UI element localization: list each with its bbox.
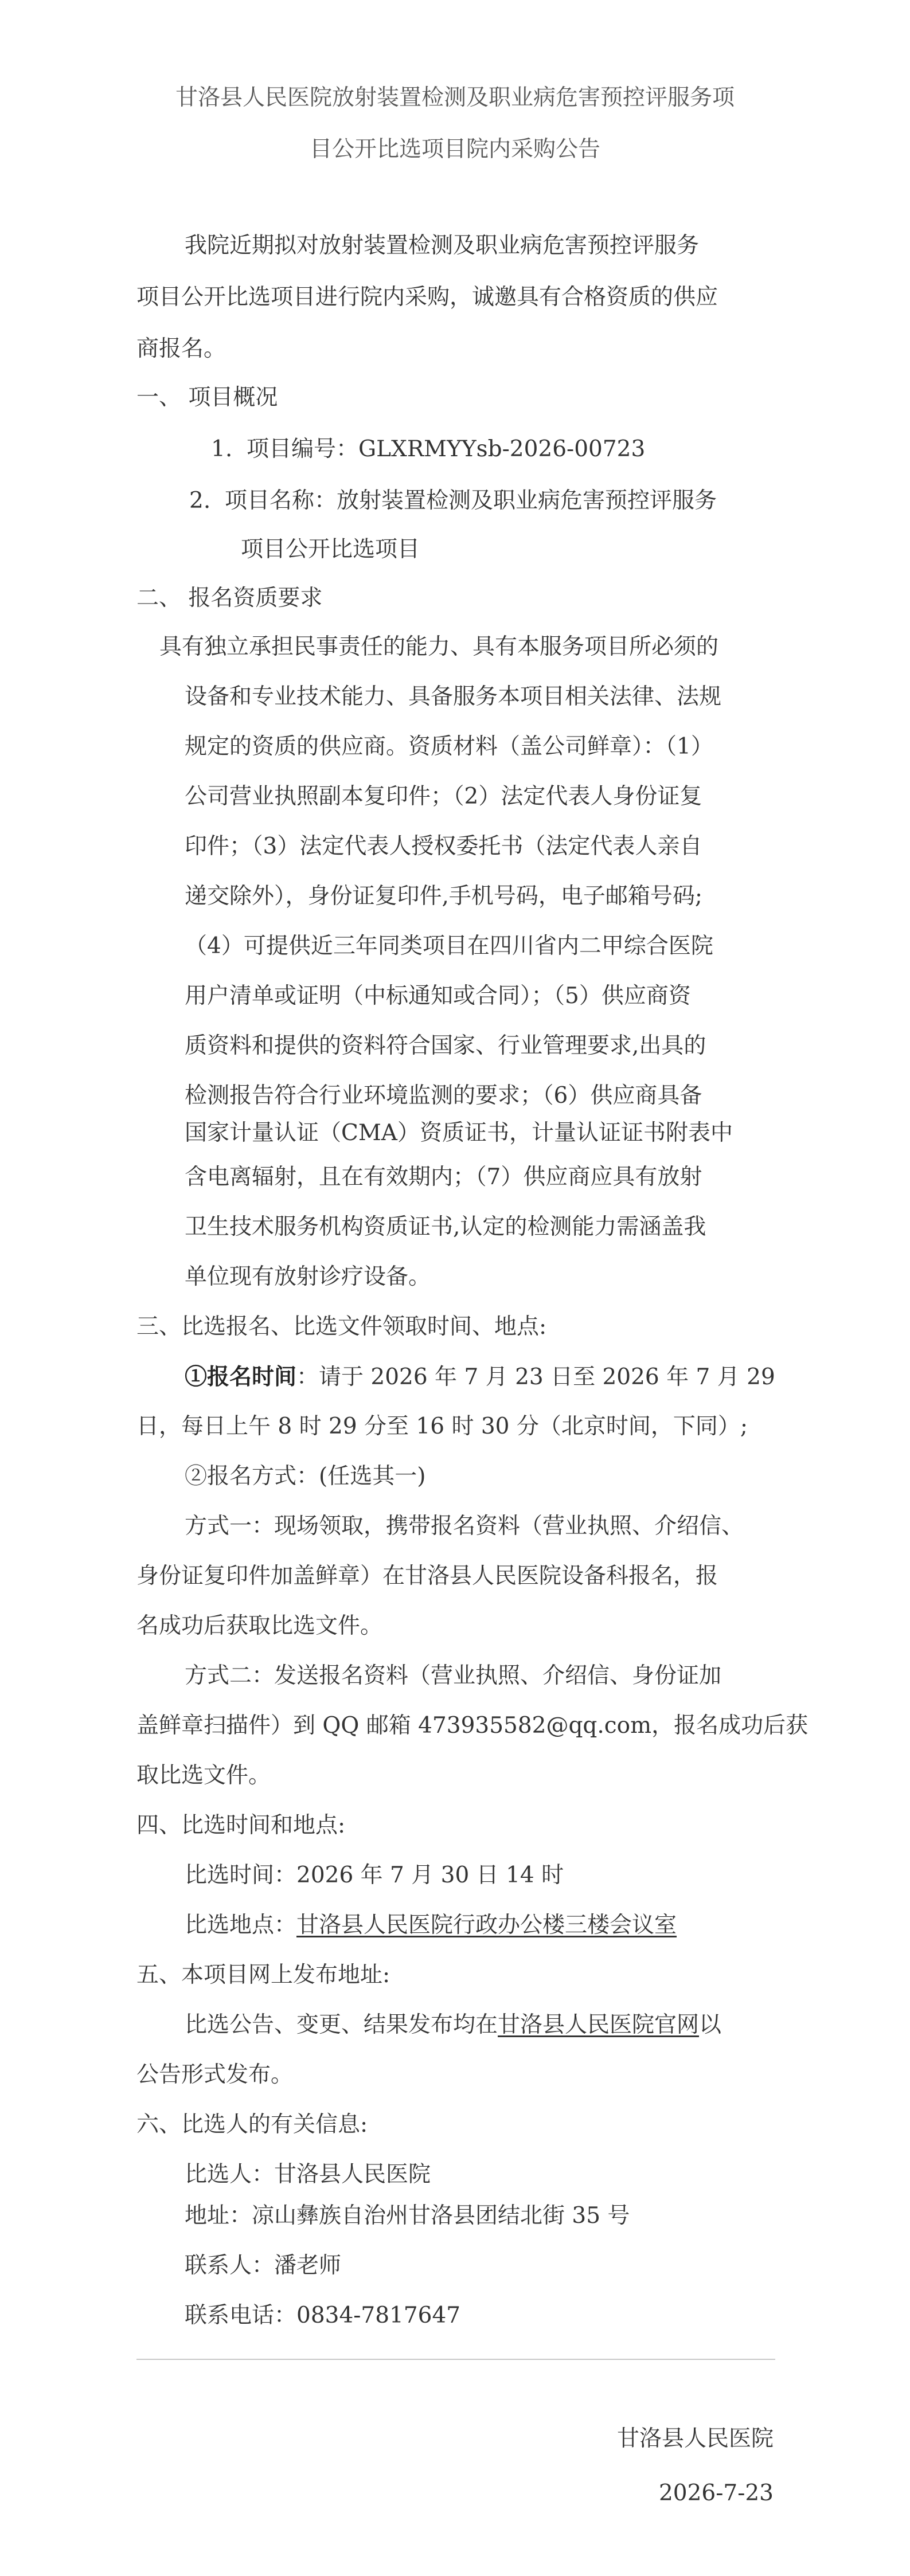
qualification-line-6: 递交除外），身份证复印件,手机号码，电子邮箱号码;: [185, 883, 703, 909]
qualification-line-11: 国家计量认证（CMA）资质证书，计量认证证书附表中: [185, 1120, 733, 1146]
project-name-line-1: 2. 项目名称：放射装置检测及职业病危害预控评服务: [189, 488, 717, 514]
selection-place-value: 甘洛县人民医院行政办公楼三楼会议室: [296, 1912, 677, 1938]
qualification-line-1: 具有独立承担民事责任的能力、具有本服务项目所必须的: [159, 634, 719, 660]
section2-heading: 二、 报名资质要求: [136, 585, 323, 611]
qualification-line-12: 含电离辐射，且在有效期内；（7）供应商应具有放射: [185, 1164, 702, 1190]
publish-line-1-post: 以: [699, 2012, 722, 2038]
publish-line-1-pre: 比选公告、变更、结果发布均在: [185, 2012, 498, 2038]
registration-time-text: ：请于 2026 年 7 月 23 日至 2026 年 7 月 29: [296, 1364, 775, 1390]
method-1-line-1: 方式一：现场领取，携带报名资料（营业执照、介绍信、: [185, 1513, 744, 1539]
publish-line-2: 公告形式发布。: [136, 2062, 294, 2088]
qualification-line-13: 卫生技术服务机构资质证书,认定的检测能力需涵盖我: [185, 1214, 706, 1240]
buyer-address: 地址：凉山彝族自治州甘洛县团结北街 35 号: [185, 2203, 630, 2229]
registration-time-line-2: 日，每日上午 8 时 29 分至 16 时 30 分（北京时间，下同）;: [136, 1414, 748, 1439]
qualification-line-4: 公司营业执照副本复印件；（2）法定代表人身份证复: [185, 784, 702, 809]
qualification-line-10: 检测报告符合行业环境监测的要求；（6）供应商具备: [185, 1083, 702, 1109]
contact-phone: 联系电话：0834-7817647: [185, 2303, 461, 2328]
intro-line-3: 商报名。: [136, 336, 226, 362]
method-2-line-3: 取比选文件。: [136, 1763, 271, 1788]
section6-heading: 六、比选人的有关信息:: [136, 2112, 368, 2137]
method-2-line-1: 方式二：发送报名资料（营业执照、介绍信、身份证加: [185, 1663, 722, 1689]
signature-org: 甘洛县人民医院: [616, 2426, 774, 2452]
qualification-line-2: 设备和专业技术能力、具备服务本项目相关法律、法规: [185, 684, 722, 710]
title-line-2: 目公开比选项目院内采购公告: [309, 136, 600, 162]
qualification-line-9: 质资料和提供的资料符合国家、行业管理要求,出具的: [185, 1033, 706, 1059]
qualification-line-14: 单位现有放射诊疗设备。: [185, 1264, 431, 1290]
divider-line: [136, 2359, 775, 2360]
qualification-line-3: 规定的资质的供应商。资质材料（盖公司鲜章）：（1）: [185, 734, 713, 760]
registration-time-line-1: [185, 1352, 775, 1403]
buyer-name: 比选人：甘洛县人民医院: [185, 2162, 431, 2187]
hospital-website-link[interactable]: 甘洛县人民医院官网: [498, 2012, 700, 2038]
intro-line-1: 我院近期拟对放射装置检测及职业病危害预控评服务: [185, 233, 700, 259]
contact-person: 联系人：潘老师: [185, 2253, 342, 2279]
selection-place: [185, 1900, 677, 1951]
title-line-1: 甘洛县人民医院放射装置检测及职业病危害预控评服务项: [175, 85, 735, 111]
project-number: 1. 项目编号：GLXRMYYsb-2026-00723: [211, 436, 646, 462]
qualification-line-7: （4）可提供近三年同类项目在四川省内二甲综合医院: [185, 933, 713, 959]
signature-date: 2026-7-23: [658, 2480, 774, 2506]
method-1-line-3: 名成功后获取比选文件。: [136, 1613, 383, 1639]
qualification-line-8: 用户清单或证明（中标通知或合同）；（5）供应商资: [185, 983, 691, 1009]
project-name-line-2: 项目公开比选项目: [241, 537, 420, 562]
section5-heading: 五、本项目网上发布地址:: [136, 1962, 390, 1988]
registration-method-heading: ②报名方式：(任选其一): [185, 1463, 426, 1489]
section3-heading: 三、比选报名、比选文件领取时间、地点:: [136, 1314, 547, 1340]
registration-time-label: ①报名时间: [185, 1364, 297, 1390]
method-1-line-2: 身份证复印件加盖鲜章）在甘洛县人民医院设备科报名，报: [136, 1563, 718, 1589]
intro-line-2: 项目公开比选项目进行院内采购，诚邀具有合格资质的供应: [136, 284, 718, 310]
selection-place-label: 比选地点：: [185, 1912, 297, 1938]
section1-heading: 一、 项目概况: [136, 385, 278, 410]
method-2-line-2: 盖鲜章扫描件）到 QQ 邮箱 473935582@qq.com，报名成功后获: [136, 1713, 809, 1739]
publish-line-1: [185, 2000, 721, 2050]
selection-time: 比选时间：2026 年 7 月 30 日 14 时: [185, 1862, 564, 1888]
section4-heading: 四、比选时间和地点:: [136, 1812, 346, 1838]
qualification-line-5: 印件；（3）法定代表人授权委托书（法定代表人亲自: [185, 833, 702, 859]
